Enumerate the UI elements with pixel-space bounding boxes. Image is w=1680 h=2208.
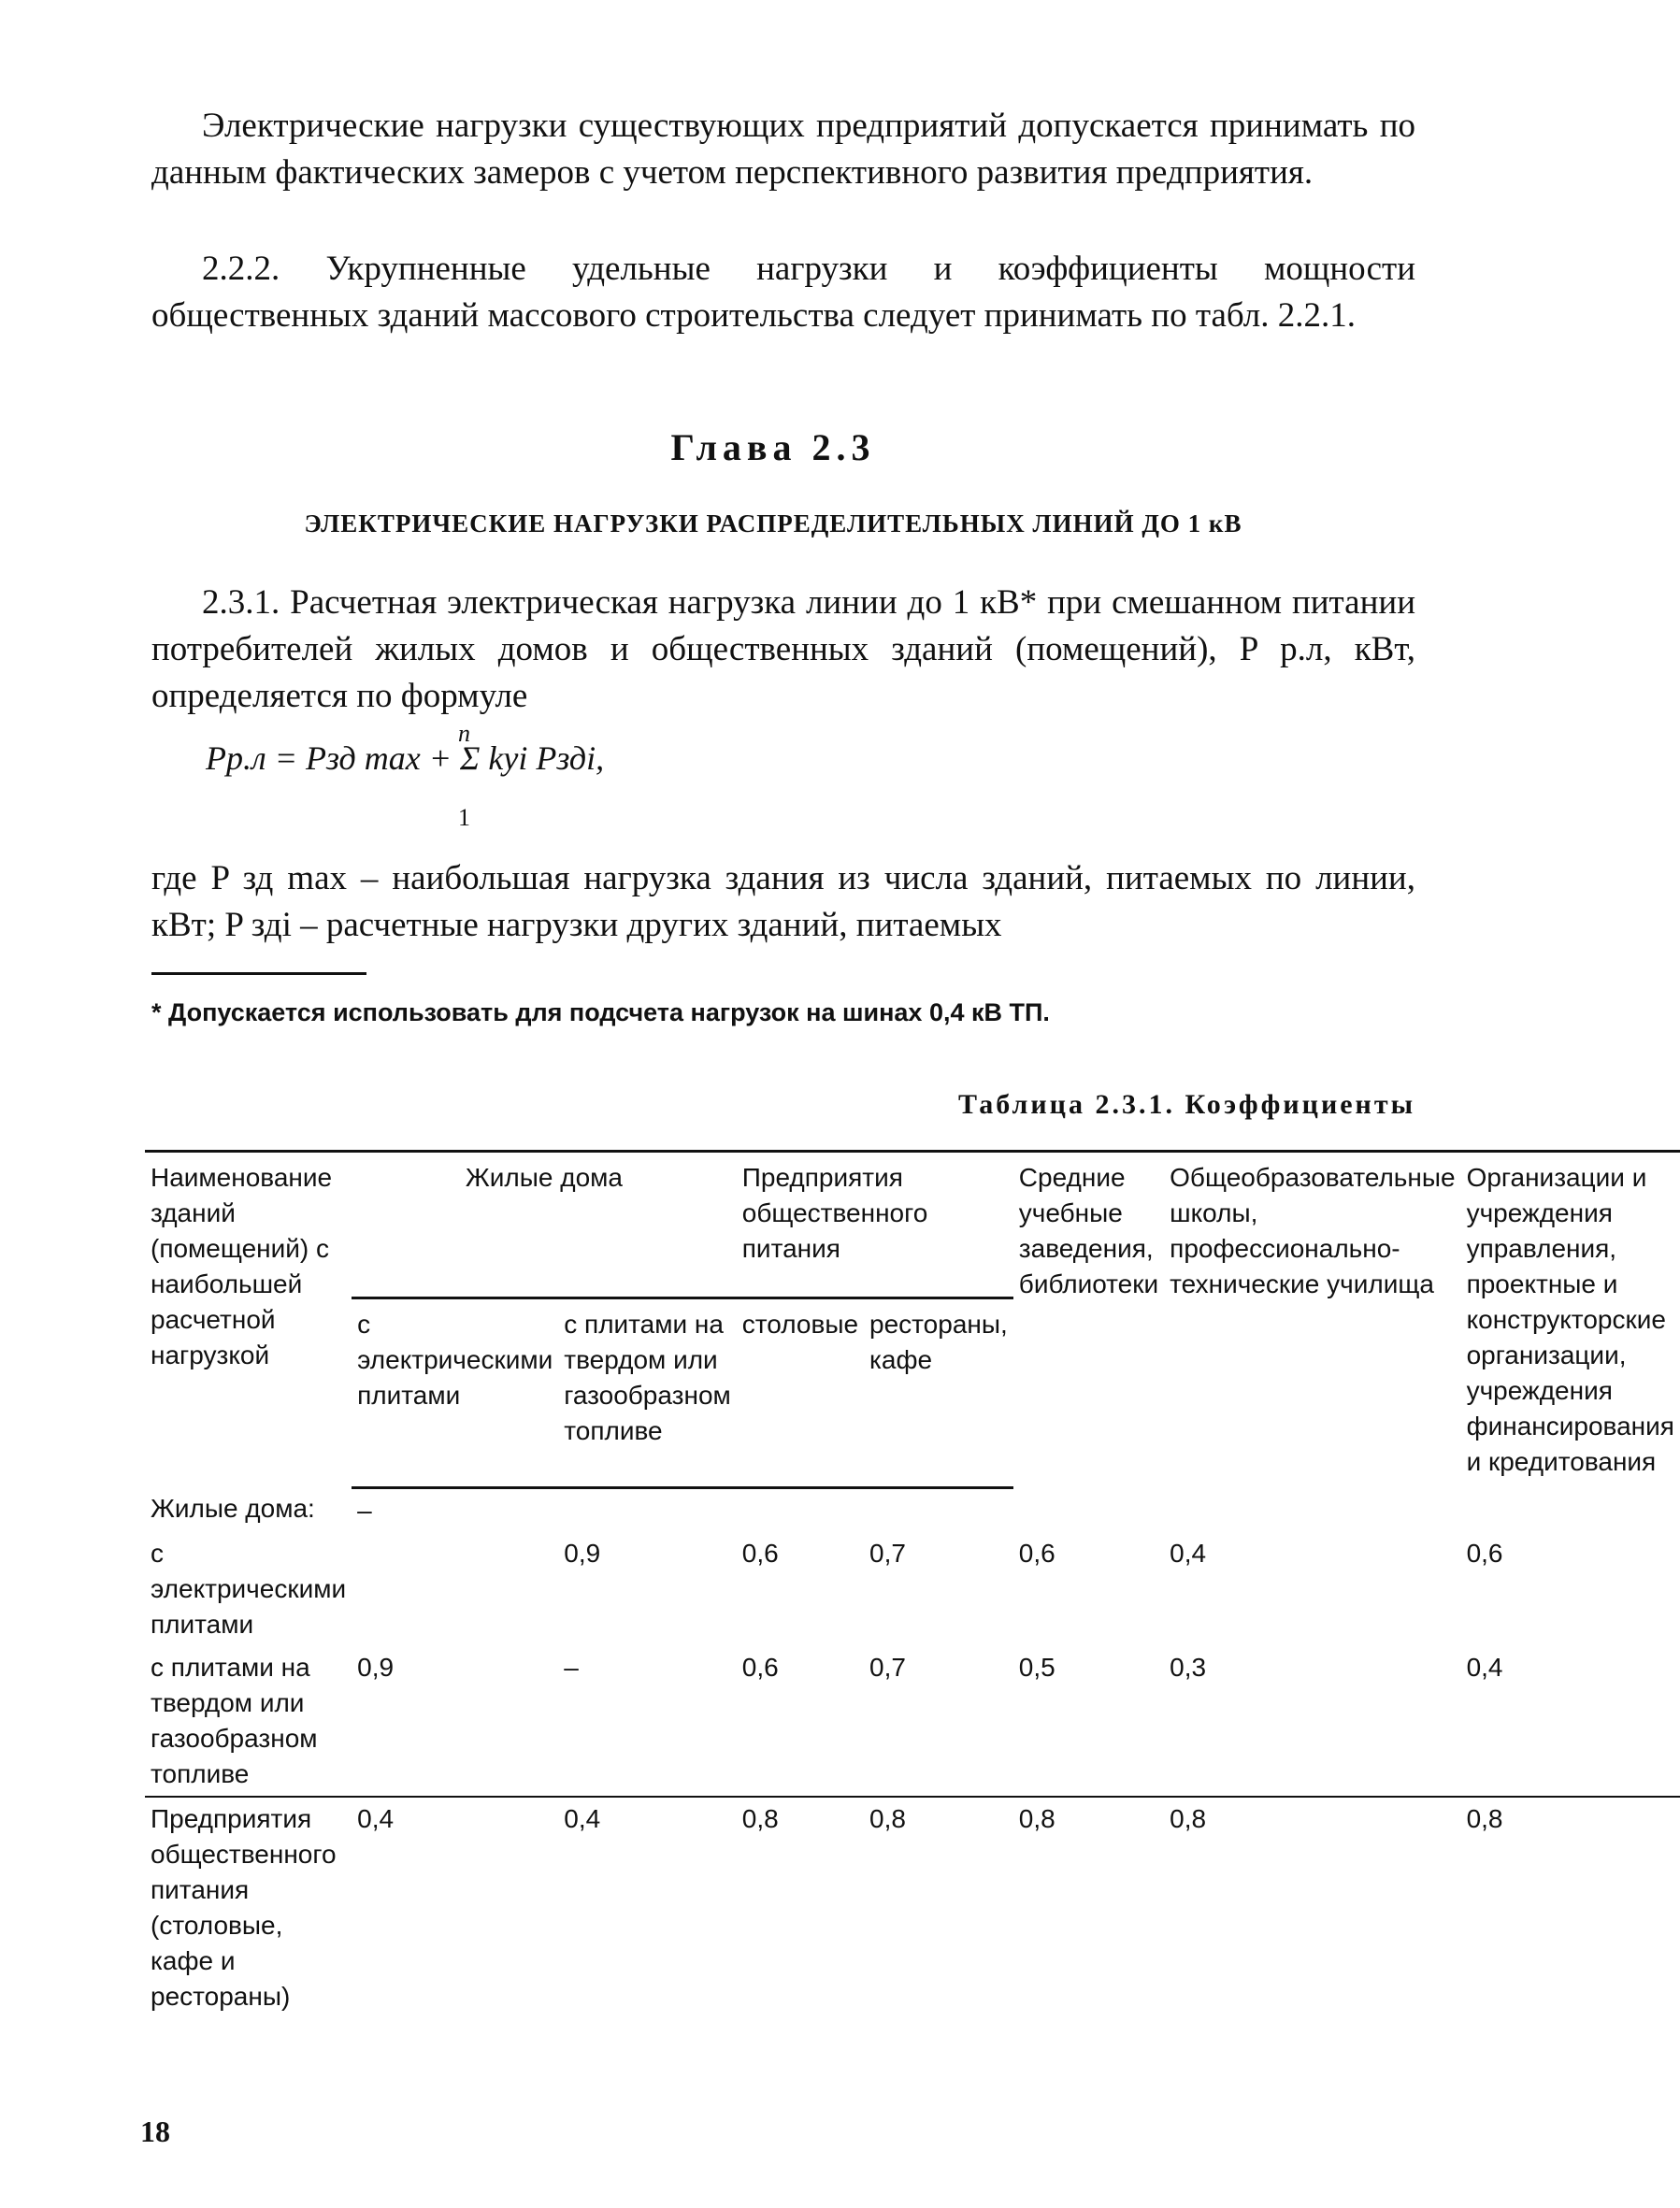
cell: –: [558, 1646, 737, 1797]
cell: 0,7: [869, 1538, 906, 1568]
cell: 0,7: [864, 1646, 1013, 1797]
cell: 0,3: [1164, 1646, 1460, 1797]
paragraph-2-2-2: 2.2.2. Укрупненные удельные нагрузки и коэффициенты мощности общественных зданий массового строительства следует принимать по табл. 2.2.1.: [151, 250, 1415, 335]
table-caption: Таблица 2.3.1. Коэффициенты: [958, 1089, 1415, 1120]
footnote-rule: [151, 972, 366, 975]
table-row: [145, 1646, 1680, 1797]
cell: 0,9: [352, 1646, 558, 1797]
cell: 0,6: [737, 1646, 864, 1797]
chapter-subtitle: ЭЛЕКТРИЧЕСКИЕ НАГРУЗКИ РАСПРЕДЕЛИТЕЛЬНЫХ ЛИНИЙ ДО 1 кВ: [304, 509, 1242, 538]
cell: 0,8: [1466, 1803, 1503, 1833]
paragraph-2-3-1: 2.3.1. Расчетная электрическая нагрузка линии до 1 кВ* при смешанном питании потребителей жилых домов и общественных зданий (помещений), P р.л, кВт, определяется по формуле: [151, 583, 1415, 715]
cell: 0,9: [564, 1538, 601, 1568]
cell: 0,4: [1170, 1538, 1207, 1568]
header-secondary-schools: Средние учебные заведения, библиотеки: [1013, 1152, 1164, 1488]
header-organizations: Организации и учреждения управления, проектные и конструкторские организации, учреждения финансирования и кредитования: [1461, 1152, 1680, 1488]
header-building-name: Наименование зданий (помещений) с наибольшей расчетной нагрузкой: [145, 1152, 352, 1488]
table-row: [145, 1797, 1680, 2018]
header-residential-electric: с электрическими плитами: [352, 1298, 558, 1487]
table-row: [145, 1487, 1680, 1532]
cell: 0,5: [1013, 1646, 1164, 1797]
header-canteens: столовые: [737, 1298, 864, 1487]
cell: [352, 1532, 558, 1646]
cell: 0,8: [741, 1803, 779, 1833]
header-residential-fuel: с плитами на твердом или газообразном топливе: [558, 1298, 737, 1487]
formula-sum-lower-limit: 1: [458, 804, 470, 831]
row-name: с плитами на твердом или газообразном топливе: [145, 1646, 352, 1797]
header-catering: Предприятия общественного питания: [737, 1152, 1013, 1298]
row-group-dash: –: [357, 1495, 372, 1525]
row-name: Предприятия общественного питания (столовые, кафе и рестораны): [151, 1803, 337, 2011]
coefficients-table: [145, 1150, 1680, 2018]
row-name: с электрическими плитами: [151, 1538, 347, 1639]
cell: 0,8: [1018, 1803, 1055, 1833]
paragraph-where: где P зд max – наибольшая нагрузка здания из числа зданий, питаемых по линии, кВт; P здi – расчетные нагрузки других зданий, питаемых: [151, 859, 1415, 944]
chapter-title: Глава 2.3: [670, 426, 876, 468]
row-group-label: Жилые дома:: [151, 1494, 315, 1523]
header-restaurants: рестораны, кафе: [864, 1298, 1013, 1487]
cell: 0,6: [1018, 1538, 1055, 1568]
footnote: * Допускается использовать для подсчета нагрузок на шинах 0,4 кВ ТП.: [151, 998, 1050, 1026]
header-general-schools: Общеобразовательные школы, профессионально-технические училища: [1164, 1152, 1460, 1488]
formula: Pр.л = Pзд max + Σ kyi Pздi,: [206, 739, 605, 777]
cell: 0,6: [741, 1538, 779, 1568]
cell: 0,8: [869, 1803, 906, 1833]
paragraph-existing-loads: Электрические нагрузки существующих предприятий допускается принимать по данным фактических замеров с учетом перспективного развития предприятия.: [151, 107, 1415, 192]
cell: 0,4: [1461, 1646, 1680, 1797]
header-residential: Жилые дома: [352, 1152, 737, 1298]
cell: 0,4: [357, 1803, 395, 1833]
cell: 0,8: [1170, 1803, 1207, 1833]
formula-sum-upper-limit: n: [458, 720, 470, 747]
page-number: 18: [140, 2115, 170, 2148]
cell: 0,4: [564, 1803, 601, 1833]
cell: 0,6: [1466, 1538, 1503, 1568]
table-row: [145, 1532, 1680, 1646]
